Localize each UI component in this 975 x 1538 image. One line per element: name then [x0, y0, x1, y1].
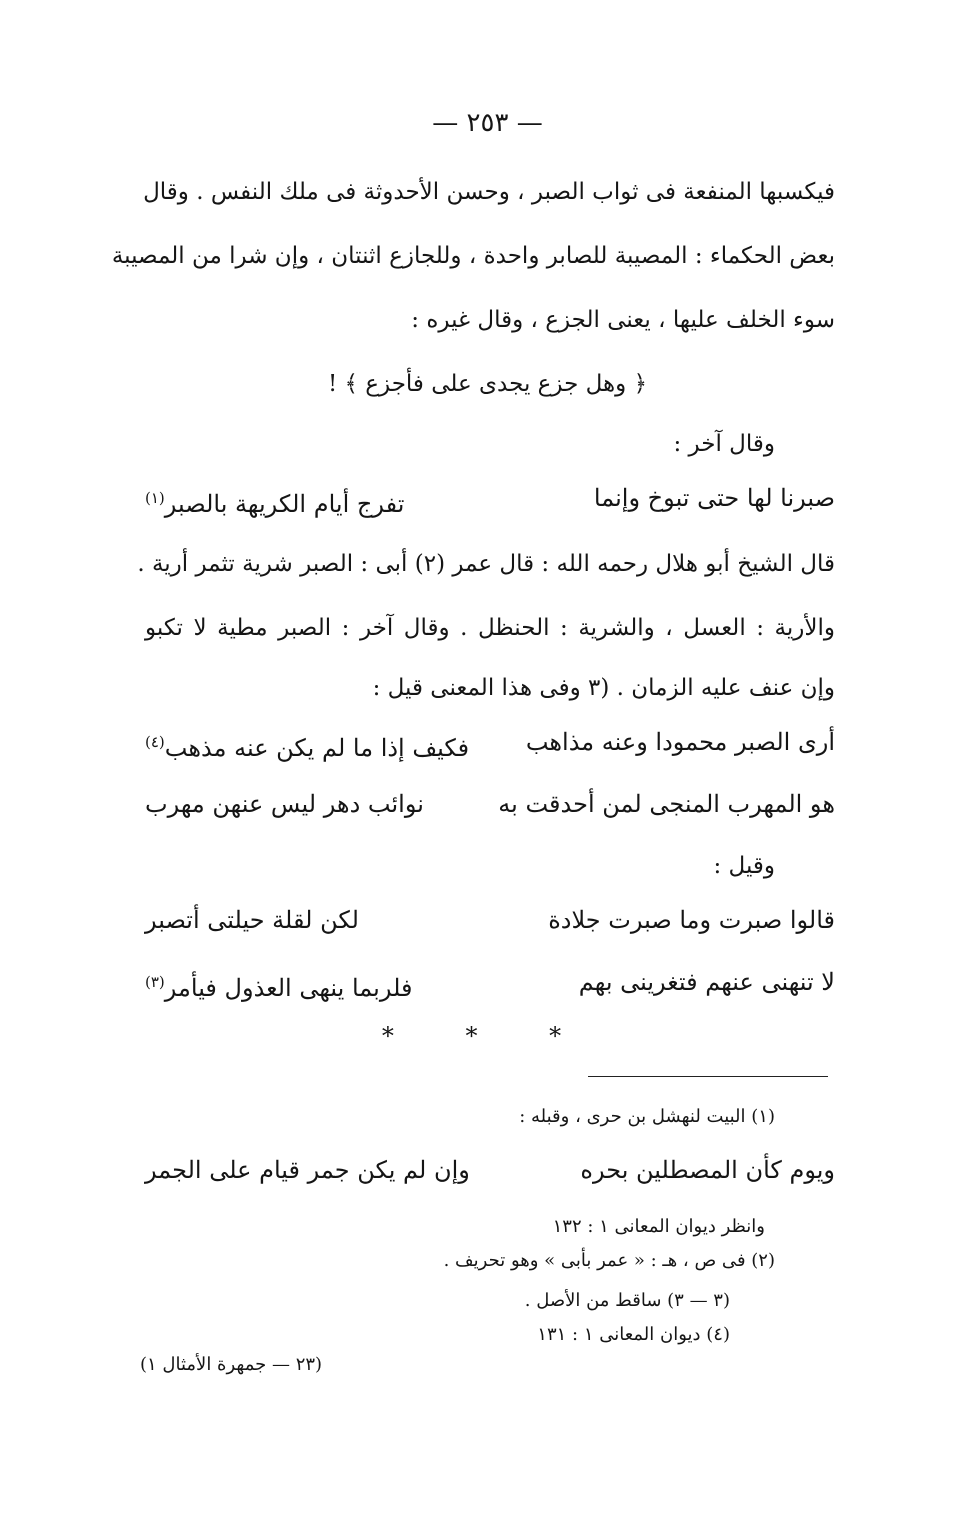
footnote-2: (٢) فى ص ، هـ : « عمر بأبى » وهو تحريف .	[443, 1250, 775, 1271]
footnote-marker-3: (٣)	[145, 973, 165, 991]
paragraph-2-line-3: وإن عنف عليه الزمان . (٣ وفى هذا المعنى قيل :	[372, 675, 835, 701]
verse-3-first-hemistich: هو المهرب المنجى لمن أحدقت به	[498, 790, 835, 818]
verse-5-second-hemistich	[145, 962, 413, 1008]
verse-5	[145, 962, 835, 1002]
heading-it-was-said: وقيل :	[713, 853, 775, 879]
verse-2-second-text: فكيف إذا ما لم يكن عنه مذهب	[164, 734, 470, 762]
footnote-4: (٤) ديوان المعانى ١ : ١٣١	[537, 1324, 730, 1345]
verse-1	[145, 478, 835, 518]
footnote-1-verse-second-hemistich: وإن لم يكن جمر قيام على الجمر	[145, 1156, 470, 1184]
footnote-marker-1: (١)	[145, 489, 165, 507]
footnote-1-intro: (١) البيت لنهشل بن حرى ، وقبله :	[519, 1106, 775, 1127]
verse-5-first-hemistich: لا تنهنى عنهم فتغرينى بهم	[578, 968, 835, 996]
verse-5-second-text: فلربما ينهى العذول فيأمر	[164, 974, 413, 1002]
verse-3	[145, 784, 835, 824]
single-hemistich: ﴿ وهل جزع يجدى على فأجزع ﴾ !	[327, 371, 648, 397]
verse-1-second-hemistich	[145, 478, 404, 524]
footnote-1-verse-first-hemistich: ويوم كأن المصطلين بحره	[580, 1156, 835, 1184]
verse-4	[145, 900, 835, 940]
footnote-marker-4: (٤)	[145, 733, 165, 751]
footnote-1-reference: وانظر ديوان المعانى ١ : ١٣٢	[552, 1216, 765, 1237]
page-number: — ٢٥٣ —	[432, 108, 543, 138]
verse-3-second-hemistich: نوائب دهر ليس عنهن مهرب	[145, 790, 424, 818]
paragraph-2-line-2: والأرية : العسل ، والشرية : الحنظل . وقال آخر : الصبر مطية لا تكبو	[145, 615, 835, 641]
verse-2	[145, 722, 835, 762]
verse-4-second-hemistich: لكن لقلة حيلتى أتصبر	[145, 906, 359, 934]
verse-2-first-hemistich: أرى الصبر محمودا وعنه مذاهب	[525, 728, 835, 756]
paragraph-1-line-1: فيكسبها المنفعة فى ثواب الصبر ، وحسن الأحدوثة فى ملك النفس . وقال	[143, 179, 835, 205]
paragraph-1-line-3: سوء الخلف عليها ، يعنى الجزع ، وقال غيره :	[411, 307, 835, 333]
signature-mark: (٢٣ — جمهرة الأمثال ١)	[140, 1354, 323, 1375]
section-separator-stars: * * *	[381, 1022, 594, 1050]
paragraph-1-line-2: بعض الحكماء : المصيبة للصابر واحدة ، وللجازع اثنتان ، وإن شرا من المصيبة	[111, 243, 835, 269]
footnote-3: (٣ — ٣) ساقط من الأصل .	[524, 1290, 730, 1311]
heading-another-said: وقال آخر :	[673, 431, 775, 457]
paragraph-2-line-1: قال الشيخ أبو هلال رحمه الله : قال عمر (٢) أبى : الصبر شرية تثمر أرية .	[137, 551, 835, 577]
footnote-rule	[588, 1076, 828, 1077]
verse-1-second-text: تفرج أيام الكريهة بالصبر	[164, 490, 405, 518]
footnote-1-verse	[145, 1150, 835, 1190]
verse-1-first-hemistich: صبرنا لها حتى تبوخ وإنما	[593, 484, 835, 512]
verse-4-first-hemistich: قالوا صبرت وما صبرت جلادة	[548, 906, 835, 934]
verse-2-second-hemistich	[145, 722, 469, 768]
